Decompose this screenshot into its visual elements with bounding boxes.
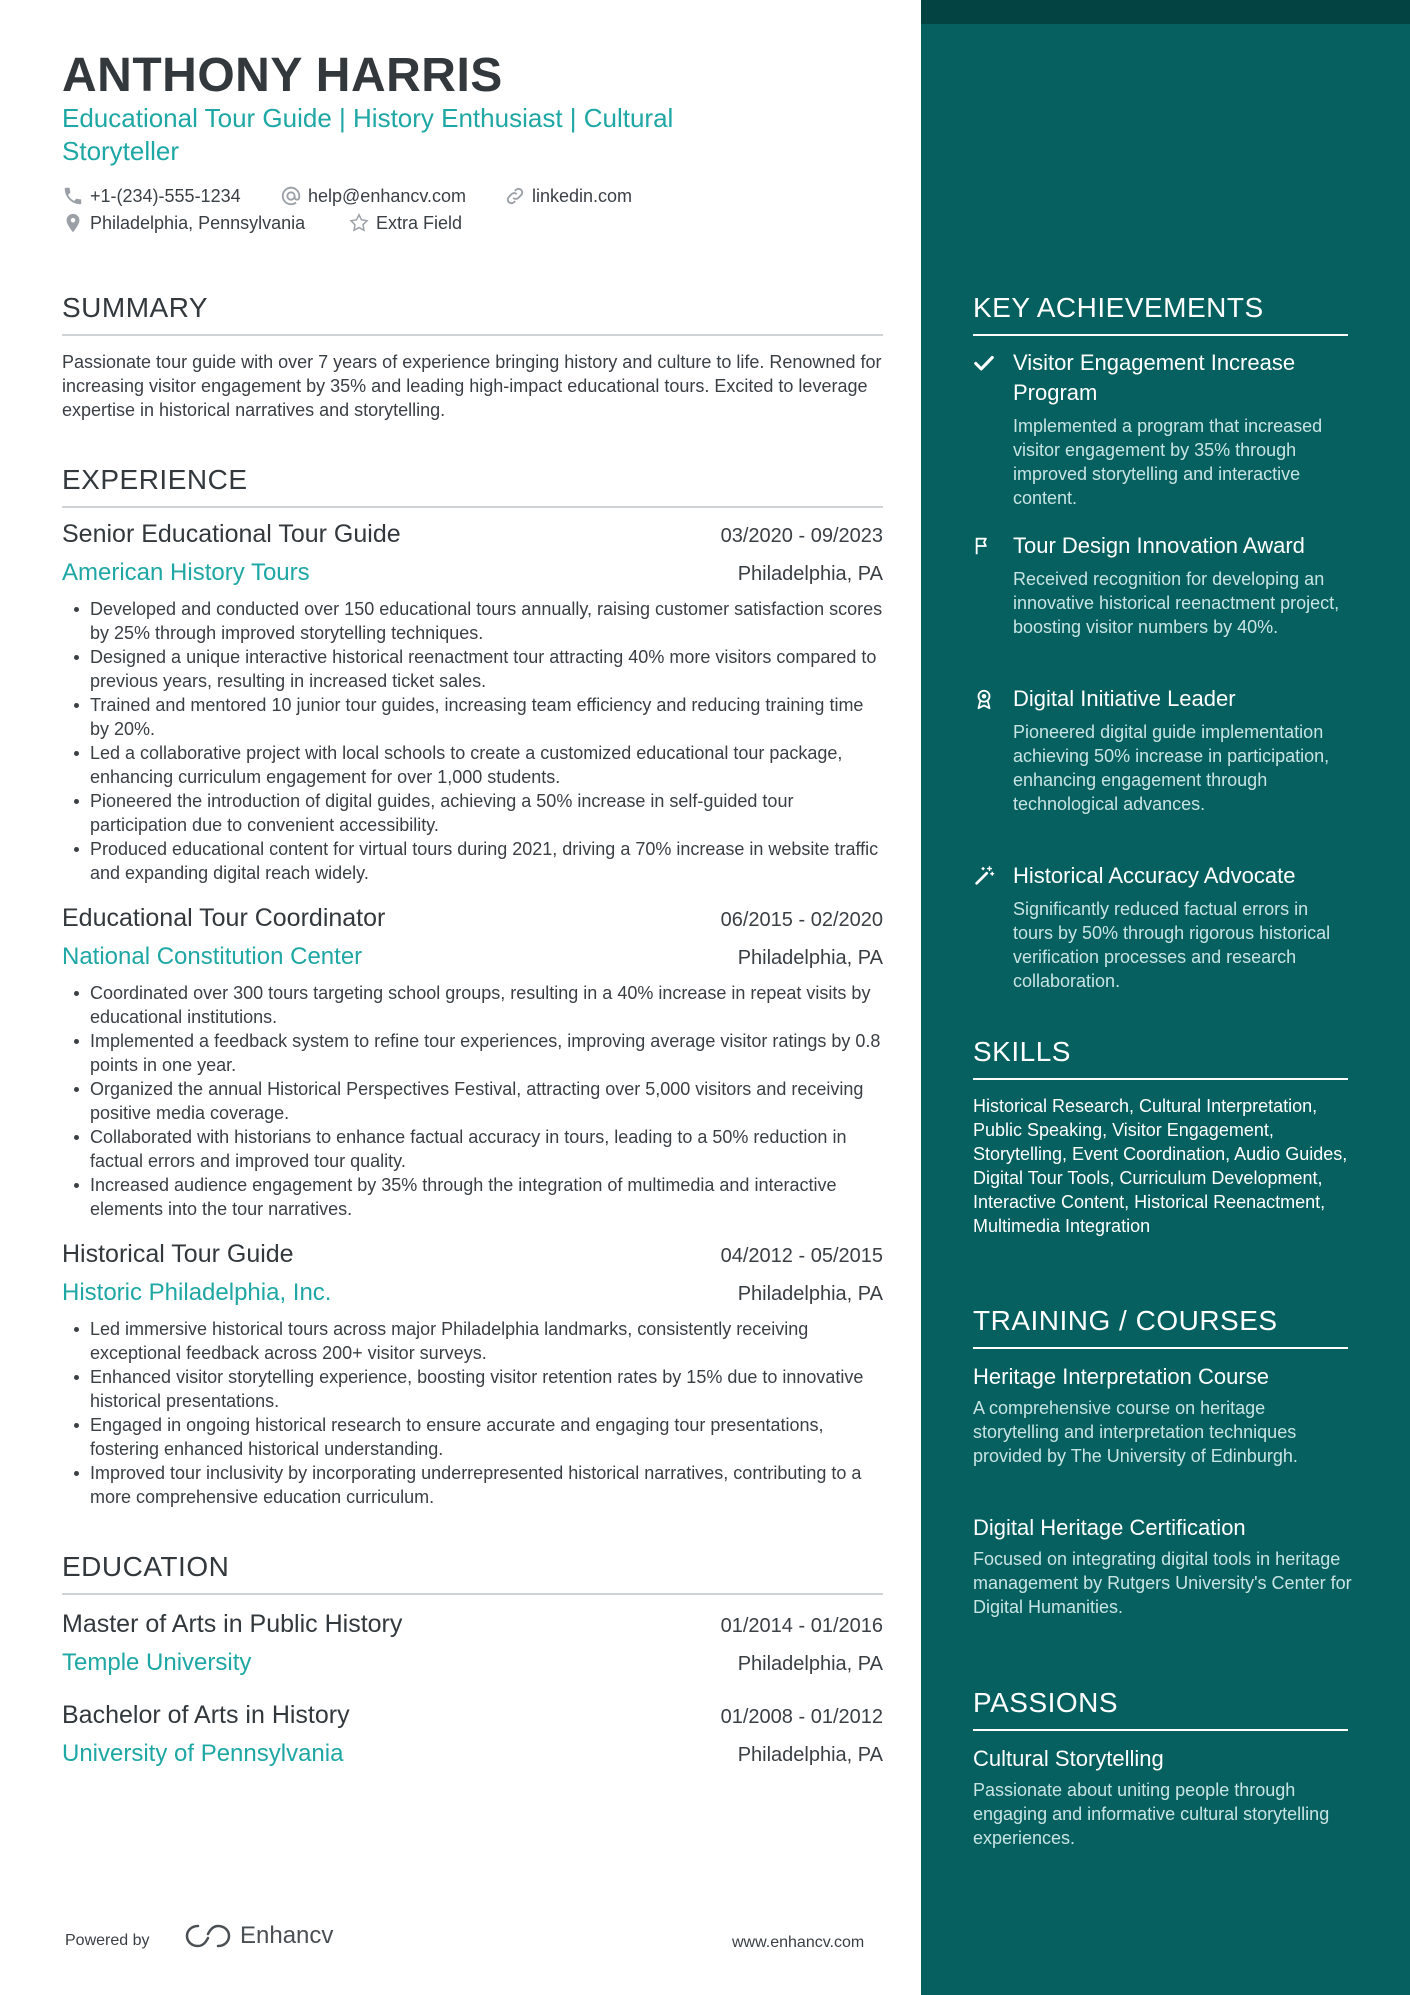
contact-location <box>62 212 305 234</box>
experience-entry <box>62 520 883 885</box>
contact-linkedin[interactable] <box>504 185 632 207</box>
skills-text: Historical Research, Cultural Interpretation, Public Speaking, Visitor Engagement, Storytelling, Event Coordination, Audio Guides, Digital Tour Tools, Curriculum Development, Interactive Content, Historical Reenactment, Multimedia Integration <box>973 1096 1348 1236</box>
course-title: Digital Heritage Certification <box>973 1515 1246 1540</box>
job-bullet: Enhanced visitor storytelling experience, boosting visitor retention rates by 15% due to innovative historical presentations. <box>62 1365 883 1413</box>
passion-title: Cultural Storytelling <box>973 1746 1164 1771</box>
job-bullets <box>62 1317 883 1509</box>
job-bullet: Trained and mentored 10 junior tour guides, increasing team efficiency and reducing training time by 20%. <box>62 693 883 741</box>
linkedin-text: linkedin.com <box>532 185 633 206</box>
achievement-item <box>973 531 1353 639</box>
school-location: Philadelphia, PA <box>737 1744 883 1766</box>
job-bullets <box>62 981 883 1221</box>
job-company: American History Tours <box>62 559 310 586</box>
achievement-desc: Significantly reduced factual errors in tours by 50% through rigorous historical verification processes and research collaboration. <box>1013 899 1331 991</box>
experience-heading: EXPERIENCE <box>62 464 883 508</box>
job-company: Historic Philadelphia, Inc. <box>62 1279 332 1306</box>
school-name: Temple University <box>62 1649 252 1676</box>
achievement-item <box>973 861 1353 993</box>
degree-title: Master of Arts in Public History <box>62 1610 403 1638</box>
sidebar-top-bar <box>921 0 1410 24</box>
enhancv-brand-text: Enhancv <box>240 1922 334 1949</box>
job-bullet: Improved tour inclusivity by incorporating underrepresented historical narratives, contributing to a more comprehensive education curriculum. <box>62 1461 883 1509</box>
location-pin-icon <box>62 212 84 234</box>
job-bullet: Designed a unique interactive historical reenactment tour attracting 40% more visitors compared to previous years, resulting in increased ticket sales. <box>62 645 883 693</box>
phone-text: +1-(234)-555-1234 <box>90 185 241 206</box>
job-title: Senior Educational Tour Guide <box>62 520 401 548</box>
experience-entry <box>62 904 883 1221</box>
achievements-heading: KEY ACHIEVEMENTS <box>973 292 1348 336</box>
star-icon <box>348 212 370 234</box>
course-desc: Focused on integrating digital tools in heritage management by Rutgers University's Center for Digital Humanities. <box>973 1549 1352 1617</box>
course-title: Heritage Interpretation Course <box>973 1364 1269 1389</box>
job-dates: 06/2015 - 02/2020 <box>720 909 883 931</box>
course-desc: A comprehensive course on heritage storytelling and interpretation techniques provided by The University of Edinburgh. <box>973 1398 1298 1466</box>
education-entry <box>62 1610 883 1677</box>
footer-website[interactable]: www.enhancv.com <box>732 1934 865 1951</box>
experience-entry <box>62 1240 883 1509</box>
job-bullet: Developed and conducted over 150 educational tours annually, raising customer satisfaction scores by 25% through improved storytelling techniques. <box>62 597 883 645</box>
enhancv-logo-icon <box>184 1923 232 1949</box>
magic-wand-icon <box>973 865 995 887</box>
contact-phone <box>62 185 241 207</box>
school-location: Philadelphia, PA <box>737 1653 883 1675</box>
summary-heading: SUMMARY <box>62 292 883 336</box>
contact-email[interactable] <box>280 185 466 207</box>
job-bullet: Led immersive historical tours across major Philadelphia landmarks, consistently receiving exceptional feedback across 200+ visitor surveys. <box>62 1317 883 1365</box>
job-title: Historical Tour Guide <box>62 1240 294 1268</box>
job-bullet: Pioneered the introduction of digital guides, achieving a 50% increase in self-guided tour participation due to convenient accessibility. <box>62 789 883 837</box>
job-bullet: Organized the annual Historical Perspectives Festival, attracting over 5,000 visitors and receiving positive media coverage. <box>62 1077 883 1125</box>
achievement-desc: Pioneered digital guide implementation achieving 50% increase in participation, enhancing engagement through technological advances. <box>1013 722 1330 814</box>
job-bullet: Collaborated with historians to enhance factual accuracy in tours, leading to a 50% reduction in factual errors and improved tour quality. <box>62 1125 883 1173</box>
passion-desc: Passionate about uniting people through engaging and informative cultural storytelling experiences. <box>973 1780 1330 1848</box>
achievement-item <box>973 684 1353 816</box>
passions-heading: PASSIONS <box>973 1687 1348 1731</box>
powered-by-label: Powered by <box>65 1932 150 1949</box>
achievement-desc: Implemented a program that increased visitor engagement by 35% through improved storytelling and interactive content. <box>1013 416 1323 508</box>
job-bullets <box>62 597 883 885</box>
achievement-desc: Received recognition for developing an innovative historical reenactment project, boosting visitor numbers by 40%. <box>1013 569 1340 637</box>
job-bullet: Coordinated over 300 tours targeting school groups, resulting in a 40% increase in repeat visits by educational institutions. <box>62 981 883 1029</box>
email-text: help@enhancv.com <box>308 185 467 206</box>
sidebar <box>921 0 1410 1995</box>
flag-icon <box>973 535 995 557</box>
job-dates: 04/2012 - 05/2015 <box>720 1245 883 1267</box>
enhancv-logo[interactable] <box>184 1922 333 1950</box>
education-heading: EDUCATION <box>62 1551 883 1595</box>
phone-icon <box>62 185 84 207</box>
education-dates: 01/2014 - 01/2016 <box>720 1615 883 1637</box>
check-icon <box>973 352 995 374</box>
course-item <box>973 1513 1353 1619</box>
job-location: Philadelphia, PA <box>737 1283 883 1305</box>
job-location: Philadelphia, PA <box>737 947 883 969</box>
achievement-item <box>973 348 1353 510</box>
school-name: University of Pennsylvania <box>62 1740 344 1767</box>
training-heading: TRAINING / COURSES <box>973 1305 1348 1349</box>
extra-field-text: Extra Field <box>376 212 463 233</box>
link-icon <box>504 185 526 207</box>
achievement-title: Digital Initiative Leader <box>1013 686 1236 711</box>
achievement-title: Tour Design Innovation Award <box>1013 533 1305 558</box>
achievement-title: Historical Accuracy Advocate <box>1013 863 1296 888</box>
job-bullet: Led a collaborative project with local schools to create a customized educational tour package, enhancing curriculum engagement for over 1,000 students. <box>62 741 883 789</box>
education-dates: 01/2008 - 01/2012 <box>720 1706 883 1728</box>
course-item <box>973 1362 1353 1468</box>
achievement-title: Visitor Engagement Increase Program <box>1013 350 1296 405</box>
candidate-name: ANTHONY HARRIS <box>62 49 503 102</box>
location-text: Philadelphia, Pennsylvania <box>90 212 306 233</box>
at-icon <box>280 185 302 207</box>
job-bullet: Engaged in ongoing historical research to ensure accurate and engaging tour presentations, fostering enhanced historical understanding. <box>62 1413 883 1461</box>
passion-item <box>973 1744 1353 1850</box>
summary-text: Passionate tour guide with over 7 years of experience bringing history and culture to life. Renowned for increasing visitor engagement by 35% and leading high-impact educational tours. Excited to leverage expertise in historical narratives and storytelling. <box>62 352 882 420</box>
contact-extra <box>348 212 462 234</box>
job-location: Philadelphia, PA <box>737 563 883 585</box>
candidate-tagline: Educational Tour Guide | History Enthusiast | Cultural Storyteller <box>62 103 674 166</box>
skills-heading: SKILLS <box>973 1036 1348 1080</box>
job-company: National Constitution Center <box>62 943 363 970</box>
job-title: Educational Tour Coordinator <box>62 904 386 932</box>
job-dates: 03/2020 - 09/2023 <box>720 525 883 547</box>
job-bullet: Produced educational content for virtual tours during 2021, driving a 70% increase in website traffic and expanding digital reach widely. <box>62 837 883 885</box>
job-bullet: Increased audience engagement by 35% through the integration of multimedia and interactive elements into the tour narratives. <box>62 1173 883 1221</box>
medal-icon <box>973 688 995 710</box>
degree-title: Bachelor of Arts in History <box>62 1701 350 1729</box>
job-bullet: Implemented a feedback system to refine tour experiences, improving average visitor ratings by 0.8 points in one year. <box>62 1029 883 1077</box>
education-entry <box>62 1701 883 1768</box>
